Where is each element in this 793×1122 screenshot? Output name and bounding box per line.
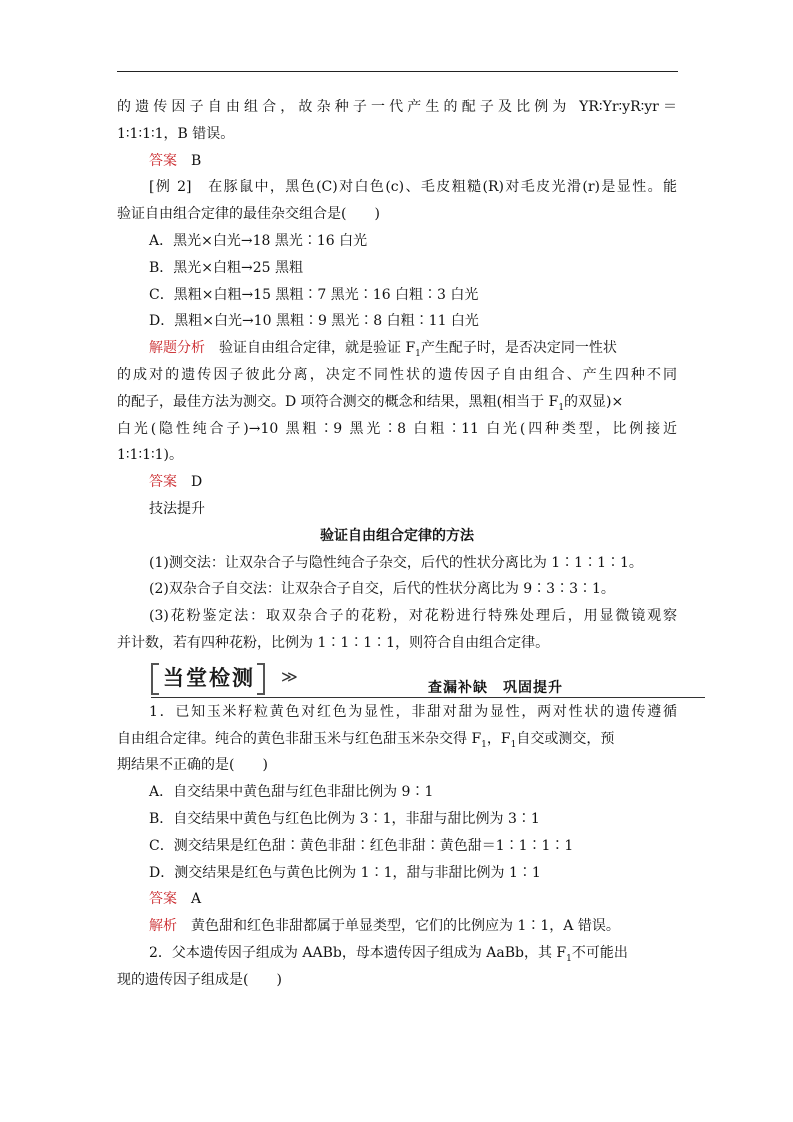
option-c: C．黑粗×白粗→15 黑粗∶7 黑光∶16 白粗∶3 白光 — [149, 286, 479, 303]
page-content — [117, 94, 677, 994]
analysis-line — [117, 389, 677, 416]
option-b: B．黑光×白粗→25 黑粗 — [149, 259, 304, 276]
question-text: 2．父本遗传因子组成为 AABb，母本遗传因子组成为 AaBb，其 F — [149, 944, 567, 961]
subscript: 1 — [481, 739, 487, 750]
tips-item: (2)双杂合子自交法：让双杂合子自交，后代的性状分离比为 9∶3∶3∶1。 — [149, 581, 615, 598]
analysis-text: 黄色甜和红色非甜都属于单显类型，它们的比例应为 1∶1，A 错误。 — [191, 918, 620, 935]
option-b: B．自交结果中黄色与红色比例为 3∶1，非甜与甜比例为 3∶1 — [149, 810, 540, 827]
answer-line — [117, 148, 677, 175]
option-d: D．黑粗×白光→10 黑粗∶9 黑光∶8 白粗∶11 白光 — [149, 313, 479, 330]
tips-title: 验证自由组合定律的方法 — [320, 527, 474, 544]
analysis-text: 的双显)× — [564, 393, 624, 410]
analysis-line: 的成对的遗传因子彼此分离，决定不同性状的遗传因子自由组合、产生四种不同 — [117, 366, 677, 383]
question-text: 自由组合定律。纯合的黄色非甜玉米与红色甜玉米杂交得 F — [117, 730, 482, 747]
answer-line — [117, 886, 677, 913]
analysis-text: 产生配子时，是否决定同一性状 — [420, 340, 617, 357]
answer-value: A — [191, 891, 202, 908]
analysis-line: 白光(隐性纯合子)→10 黑粗∶9 黑光∶8 白粗∶11 白光(四种类型，比例接近 — [117, 420, 677, 437]
tips-item: (1)测交法：让双杂合子与隐性纯合子杂交，后代的性状分离比为 1∶1∶1∶1。 — [149, 554, 643, 571]
tips-item: 并计数，若有四种花粉，比例为 1∶1∶1∶1，则符合自由组合定律。 — [117, 634, 550, 651]
text-line: 1∶1∶1∶1，B 错误。 — [117, 125, 235, 142]
example-2-line: 验证自由组合定律的最佳杂交组合是( ) — [117, 206, 380, 223]
question-1-line: 1．已知玉米籽粒黄色对红色为显性，非甜对甜为显性，两对性状的遗传遵循 — [149, 703, 677, 720]
answer-label: 答案 — [149, 152, 177, 169]
analysis-label: 解题分析 — [149, 340, 205, 357]
option-a: A．自交结果中黄色甜与红色非甜比例为 9∶1 — [149, 784, 434, 801]
analysis-line: 1∶1∶1∶1)。 — [117, 447, 184, 464]
question-1-line — [117, 726, 677, 753]
answer-label: 答案 — [149, 474, 177, 491]
question-text: 自交或测交，预 — [516, 730, 615, 747]
question-1-line: 期结果不正确的是( ) — [117, 757, 268, 774]
section-rule — [151, 697, 705, 698]
analysis-line — [117, 913, 677, 940]
subscript: 1 — [566, 953, 572, 964]
subscript: 1 — [510, 739, 517, 750]
section-subtitle: 查漏补缺 巩固提升 — [428, 679, 563, 696]
subscript: 1 — [415, 348, 421, 359]
analysis-text: 的配子，最佳方法为测交。D 项符合测交的概念和结果，黑粗(相当于 F — [117, 393, 559, 410]
answer-line — [117, 469, 677, 496]
text-line: 的遗传因子自由组合，故杂种子一代产生的配子及比例为 YR∶Yr∶yR∶yr＝ — [117, 99, 677, 115]
tips-item: (3)花粉鉴定法：取双杂合子的花粉，对花粉进行特殊处理后，用显微镜观察 — [149, 608, 677, 625]
option-a: A．黑光×白光→18 黑光∶16 白光 — [149, 232, 368, 249]
double-arrow-icon: ≫ — [281, 666, 298, 686]
section-header — [117, 659, 677, 699]
question-2-line: 现的遗传因子组成是( ) — [117, 971, 282, 988]
question-2-line — [117, 940, 677, 967]
question-text: 不可能出 — [571, 944, 628, 961]
answer-value: B — [191, 152, 202, 169]
option-c: C．测交结果是红色甜∶黄色非甜∶红色非甜∶黄色甜＝1∶1∶1∶1 — [149, 837, 574, 854]
question-text: ，F — [486, 730, 511, 747]
analysis-text: 验证自由组合定律，就是验证 F — [219, 340, 416, 357]
tips-heading: 技法提升 — [149, 500, 205, 517]
section-title: 当堂检测 — [151, 663, 265, 693]
subscript: 1 — [558, 402, 565, 413]
option-d: D．测交结果是红色与黄色比例为 1∶1，甜与非甜比例为 1∶1 — [149, 864, 541, 881]
analysis-label: 解析 — [149, 918, 177, 935]
answer-label: 答案 — [149, 891, 177, 908]
header-rule — [117, 71, 678, 72]
analysis-line — [117, 335, 677, 362]
answer-value: D — [191, 474, 203, 491]
example-2-line: [例 2] 在豚鼠中，黑色(C)对白色(c)、毛皮粗糙(R)对毛皮光滑(r)是显性。能 — [149, 179, 677, 196]
